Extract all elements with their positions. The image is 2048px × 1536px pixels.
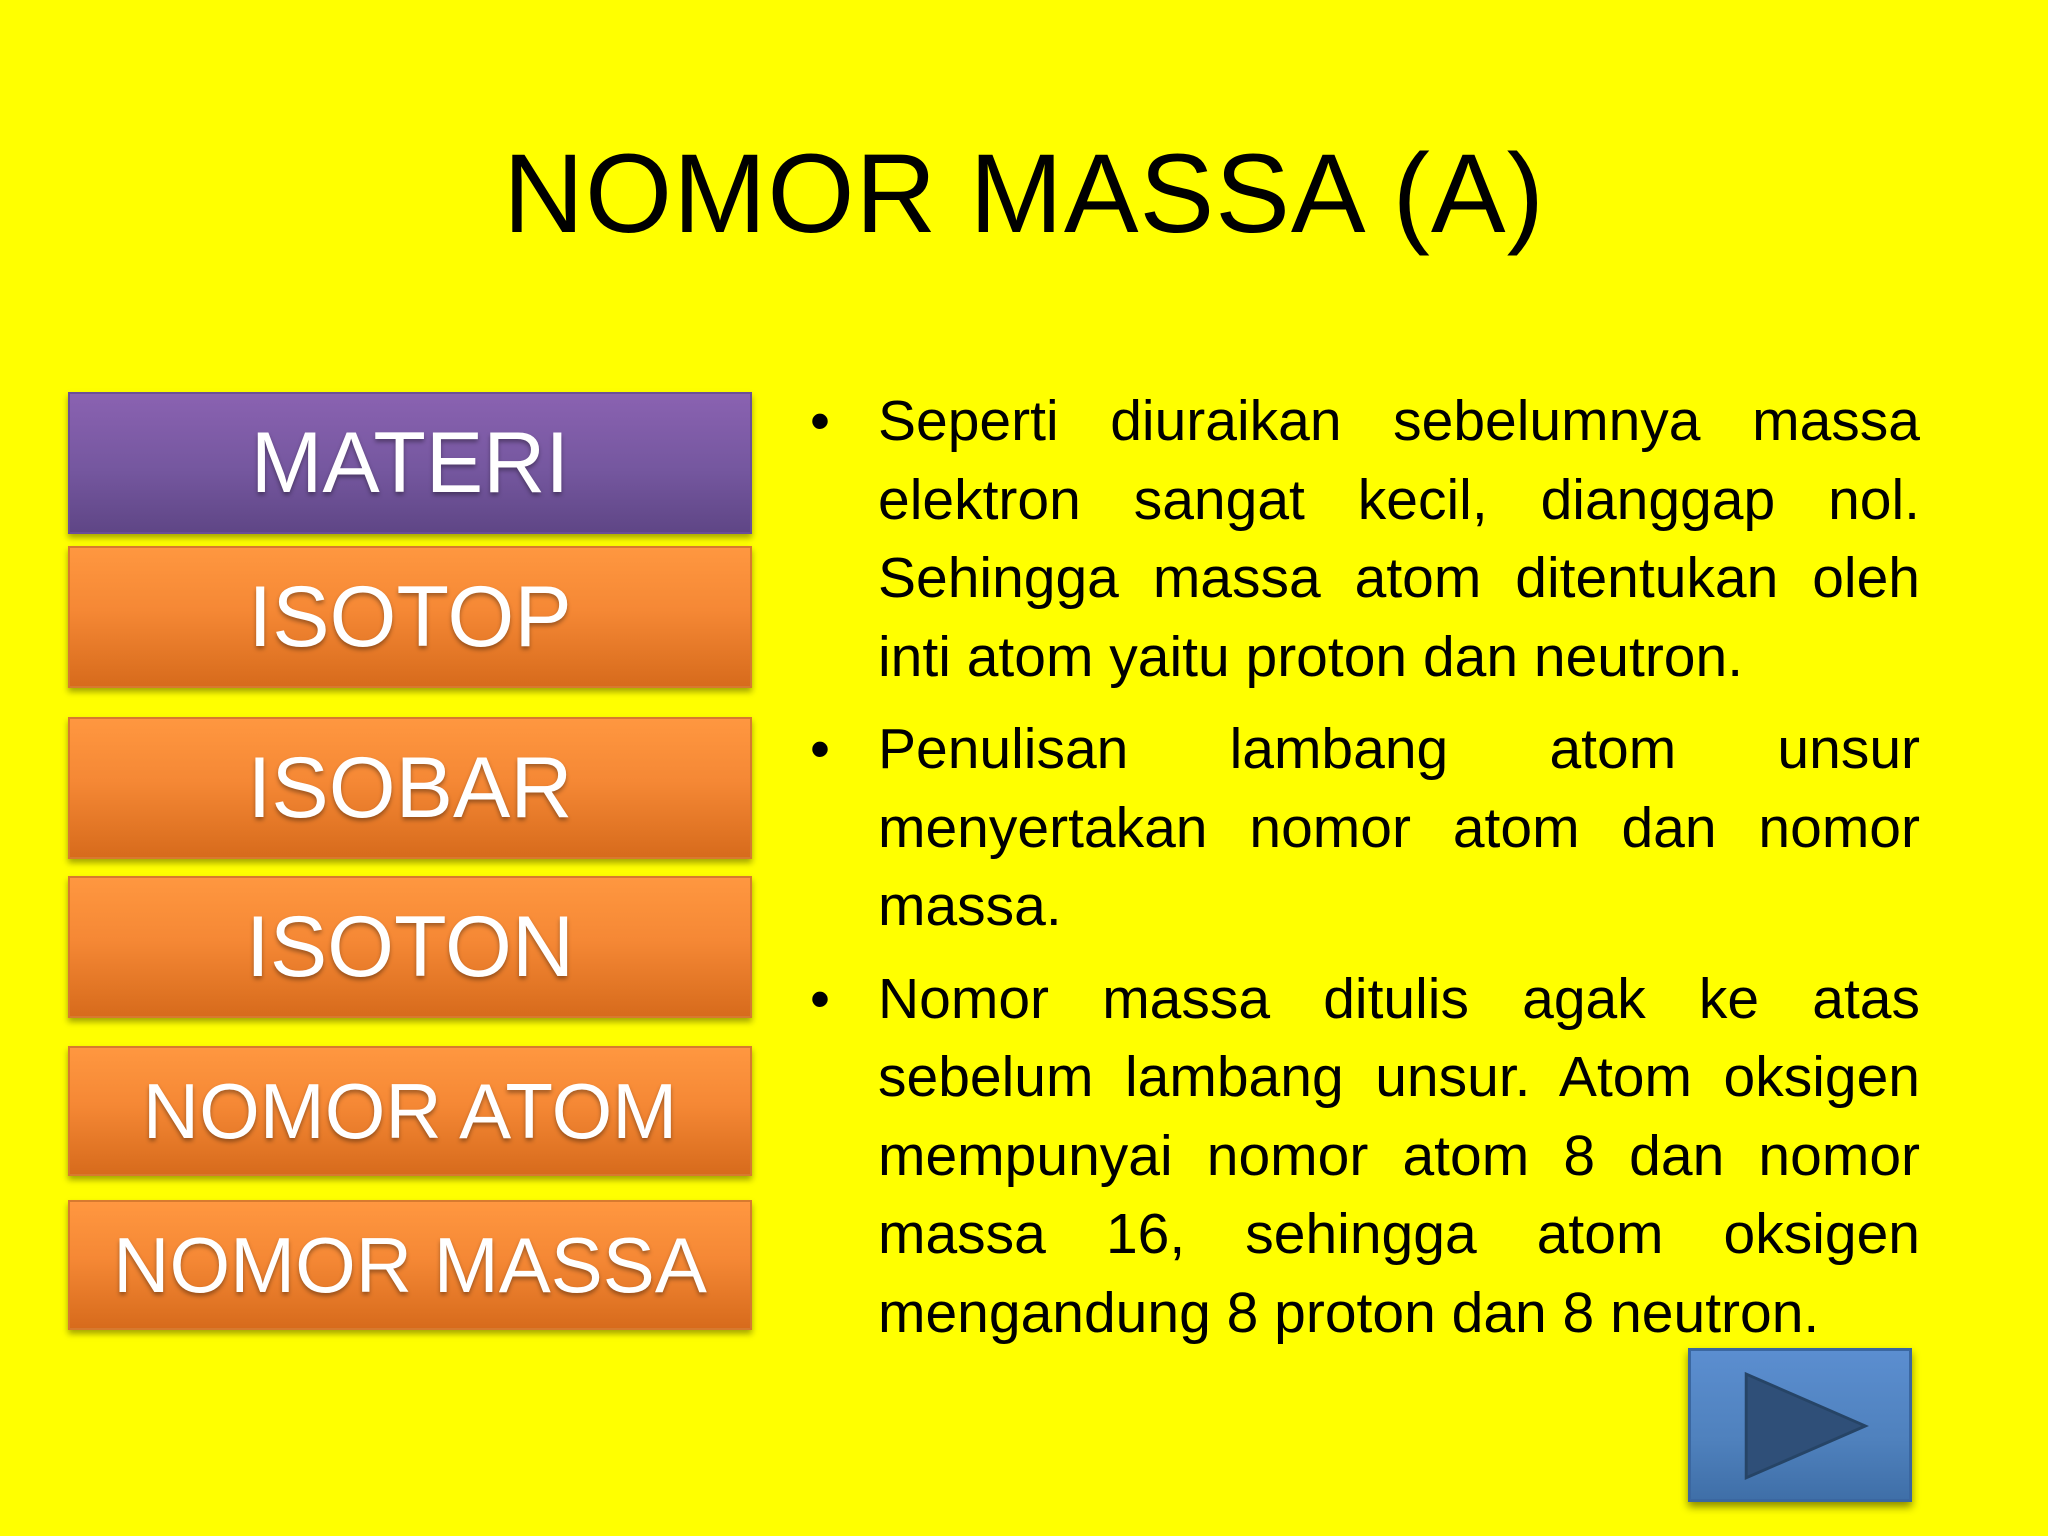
bullet-marker: • bbox=[810, 717, 830, 781]
menu-button-nomor-massa[interactable] bbox=[68, 1200, 752, 1330]
play-triangle-icon bbox=[1691, 1351, 1909, 1499]
bullet-item bbox=[800, 960, 1920, 1353]
menu-button-label: MATERI bbox=[250, 415, 570, 511]
bullet-text: Penulisan lambang atom unsur menyertakan nomor atom dan nomor massa. bbox=[878, 717, 1920, 938]
menu-button-isobar[interactable] bbox=[68, 717, 752, 859]
bullet-marker: • bbox=[810, 389, 830, 453]
bullet-text: Seperti diuraikan sebelumnya massa elektron sangat kecil, dianggap nol. Sehingga massa atom ditentukan oleh inti atom yaitu proton dan neutron. bbox=[878, 389, 1920, 689]
content-bullet-list bbox=[800, 382, 1920, 1366]
bullet-item bbox=[800, 710, 1920, 946]
menu-button-label: ISOTOP bbox=[248, 569, 572, 665]
menu-button-materi[interactable] bbox=[68, 392, 752, 534]
bullet-item bbox=[800, 382, 1920, 696]
menu-button-isotop[interactable] bbox=[68, 546, 752, 688]
menu-button-label: NOMOR MASSA bbox=[113, 1221, 707, 1309]
slide-title: NOMOR MASSA (A) bbox=[503, 131, 1545, 256]
bullet-text: Nomor massa ditulis agak ke atas sebelum lambang unsur. Atom oksigen mempunyai nomor atom 8 dan nomor massa 16, sehingga atom oksigen mengandung 8 proton dan 8 neutron. bbox=[878, 966, 1920, 1345]
menu-button-nomor-atom[interactable] bbox=[68, 1046, 752, 1176]
next-slide-button[interactable] bbox=[1688, 1348, 1912, 1502]
menu-button-label: ISOBAR bbox=[247, 740, 573, 836]
menu-button-isoton[interactable] bbox=[68, 876, 752, 1018]
menu-button-label: NOMOR ATOM bbox=[142, 1067, 678, 1155]
bullet-marker: • bbox=[810, 966, 830, 1031]
menu-button-label: ISOTON bbox=[245, 899, 575, 995]
